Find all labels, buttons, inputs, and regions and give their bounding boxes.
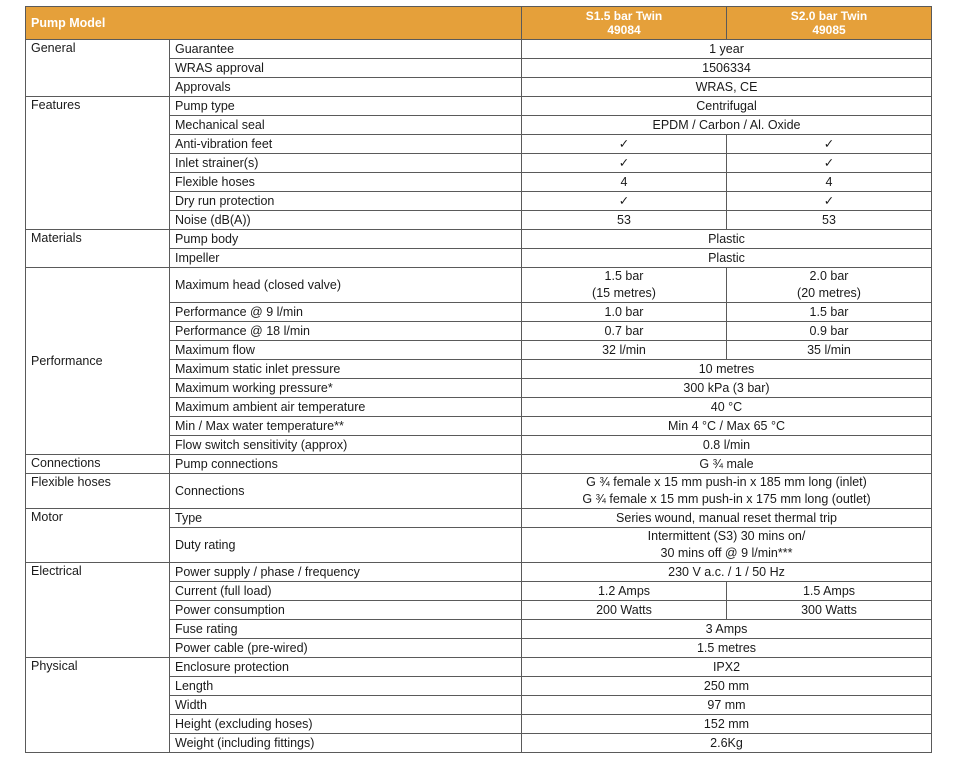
spec-value: 4: [727, 173, 932, 192]
spec-value: 10 metres: [522, 360, 932, 379]
spec-label: Guarantee: [170, 40, 522, 59]
value-line: 30 mins off @ 9 l/min***: [660, 546, 793, 560]
spec-value: WRAS, CE: [522, 78, 932, 97]
spec-label: Flow switch sensitivity (approx): [170, 436, 522, 455]
spec-label: Maximum working pressure*: [170, 379, 522, 398]
category-cell: Features: [26, 97, 170, 230]
spec-label: Performance @ 18 l/min: [170, 322, 522, 341]
spec-label: Noise (dB(A)): [170, 211, 522, 230]
spec-value: 53: [727, 211, 932, 230]
variant-header-1: [522, 7, 727, 40]
table-row: [26, 455, 932, 474]
value-line: 1.5 bar: [604, 269, 644, 283]
value-line: G ¾ female x 15 mm push-in x 185 mm long (inlet): [586, 475, 867, 489]
spec-value: 1506334: [522, 59, 932, 78]
spec-body: [26, 40, 932, 753]
spec-value: ✓: [522, 154, 727, 173]
table-row: [26, 97, 932, 116]
spec-label: Flexible hoses: [170, 173, 522, 192]
spec-label: Impeller: [170, 249, 522, 268]
spec-label: Maximum static inlet pressure: [170, 360, 522, 379]
spec-label: Approvals: [170, 78, 522, 97]
header-row: [26, 7, 932, 40]
spec-value: 1.5 Amps: [727, 582, 932, 601]
spec-value: 300 Watts: [727, 601, 932, 620]
spec-label: Weight (including fittings): [170, 734, 522, 753]
category-cell: General: [26, 40, 170, 97]
spec-value: IPX2: [522, 658, 932, 677]
spec-value: Plastic: [522, 230, 932, 249]
spec-value: 2.6Kg: [522, 734, 932, 753]
variant-header-2: [727, 7, 932, 40]
category-cell: Electrical: [26, 563, 170, 658]
table-row: [26, 40, 932, 59]
table-row: [26, 474, 932, 509]
spec-label: Dry run protection: [170, 192, 522, 211]
spec-value: Centrifugal: [522, 97, 932, 116]
spec-value: 250 mm: [522, 677, 932, 696]
spec-value: 97 mm: [522, 696, 932, 715]
spec-label: Mechanical seal: [170, 116, 522, 135]
spec-label: Power consumption: [170, 601, 522, 620]
category-cell: Motor: [26, 509, 170, 563]
spec-value: 1.0 bar: [522, 303, 727, 322]
spec-label: WRAS approval: [170, 59, 522, 78]
spec-label: Inlet strainer(s): [170, 154, 522, 173]
spec-value: 1.2 Amps: [522, 582, 727, 601]
spec-label: Enclosure protection: [170, 658, 522, 677]
spec-value: 40 °C: [522, 398, 932, 417]
spec-value: 3 Amps: [522, 620, 932, 639]
category-cell: Physical: [26, 658, 170, 753]
category-cell: Materials: [26, 230, 170, 268]
spec-label: Min / Max water temperature**: [170, 417, 522, 436]
spec-label: Pump type: [170, 97, 522, 116]
spec-value: 0.7 bar: [522, 322, 727, 341]
value-line: 2.0 bar: [809, 269, 849, 283]
spec-value: [522, 528, 932, 563]
pump-spec-table: [25, 6, 932, 753]
spec-value: 4: [522, 173, 727, 192]
spec-value: ✓: [727, 154, 932, 173]
spec-value: 0.8 l/min: [522, 436, 932, 455]
spec-value: Series wound, manual reset thermal trip: [522, 509, 932, 528]
spec-value: [727, 268, 932, 303]
pump-model-header: Pump Model: [26, 7, 522, 40]
value-line: G ¾ female x 15 mm push-in x 175 mm long (outlet): [582, 492, 871, 506]
table-row: [26, 230, 932, 249]
spec-value: 1.5 metres: [522, 639, 932, 658]
spec-label: Pump connections: [170, 455, 522, 474]
spec-value: Plastic: [522, 249, 932, 268]
spec-value: 0.9 bar: [727, 322, 932, 341]
spec-label: Length: [170, 677, 522, 696]
spec-value: Min 4 °C / Max 65 °C: [522, 417, 932, 436]
spec-label: Maximum ambient air temperature: [170, 398, 522, 417]
variant-name: S1.5 bar Twin: [585, 9, 663, 23]
spec-label: Power cable (pre-wired): [170, 639, 522, 658]
spec-label: Current (full load): [170, 582, 522, 601]
spec-value: [522, 268, 727, 303]
table-row: [26, 563, 932, 582]
spec-value: ✓: [522, 192, 727, 211]
spec-value: 1.5 bar: [727, 303, 932, 322]
spec-value: [522, 474, 932, 509]
spec-value: 300 kPa (3 bar): [522, 379, 932, 398]
spec-label: Pump body: [170, 230, 522, 249]
spec-value: EPDM / Carbon / Al. Oxide: [522, 116, 932, 135]
value-line: Intermittent (S3) 30 mins on/: [647, 529, 806, 543]
table-row: [26, 658, 932, 677]
spec-value: ✓: [727, 192, 932, 211]
spec-value: G ¾ male: [522, 455, 932, 474]
spec-value: 53: [522, 211, 727, 230]
spec-value: ✓: [727, 135, 932, 154]
spec-value: ✓: [522, 135, 727, 154]
spec-value: 230 V a.c. / 1 / 50 Hz: [522, 563, 932, 582]
spec-label: Power supply / phase / frequency: [170, 563, 522, 582]
spec-label: Fuse rating: [170, 620, 522, 639]
spec-label: Duty rating: [170, 528, 522, 563]
spec-label: Connections: [170, 474, 522, 509]
spec-label: Maximum head (closed valve): [170, 268, 522, 303]
value-line: (15 metres): [592, 286, 656, 300]
spec-label: Performance @ 9 l/min: [170, 303, 522, 322]
table-row: [26, 268, 932, 303]
spec-label: Maximum flow: [170, 341, 522, 360]
spec-value: 200 Watts: [522, 601, 727, 620]
spec-value: 152 mm: [522, 715, 932, 734]
table-row: [26, 509, 932, 528]
spec-value: 1 year: [522, 40, 932, 59]
variant-code: 49084: [607, 23, 641, 37]
category-cell: Flexible hoses: [26, 474, 170, 509]
spec-label: Anti-vibration feet: [170, 135, 522, 154]
spec-label: Height (excluding hoses): [170, 715, 522, 734]
spec-label: Type: [170, 509, 522, 528]
spec-value: 35 l/min: [727, 341, 932, 360]
value-line: (20 metres): [797, 286, 861, 300]
category-cell: Connections: [26, 455, 170, 474]
category-cell: Performance: [26, 268, 170, 455]
variant-code: 49085: [812, 23, 846, 37]
variant-name: S2.0 bar Twin: [790, 9, 868, 23]
spec-label: Width: [170, 696, 522, 715]
spec-value: 32 l/min: [522, 341, 727, 360]
